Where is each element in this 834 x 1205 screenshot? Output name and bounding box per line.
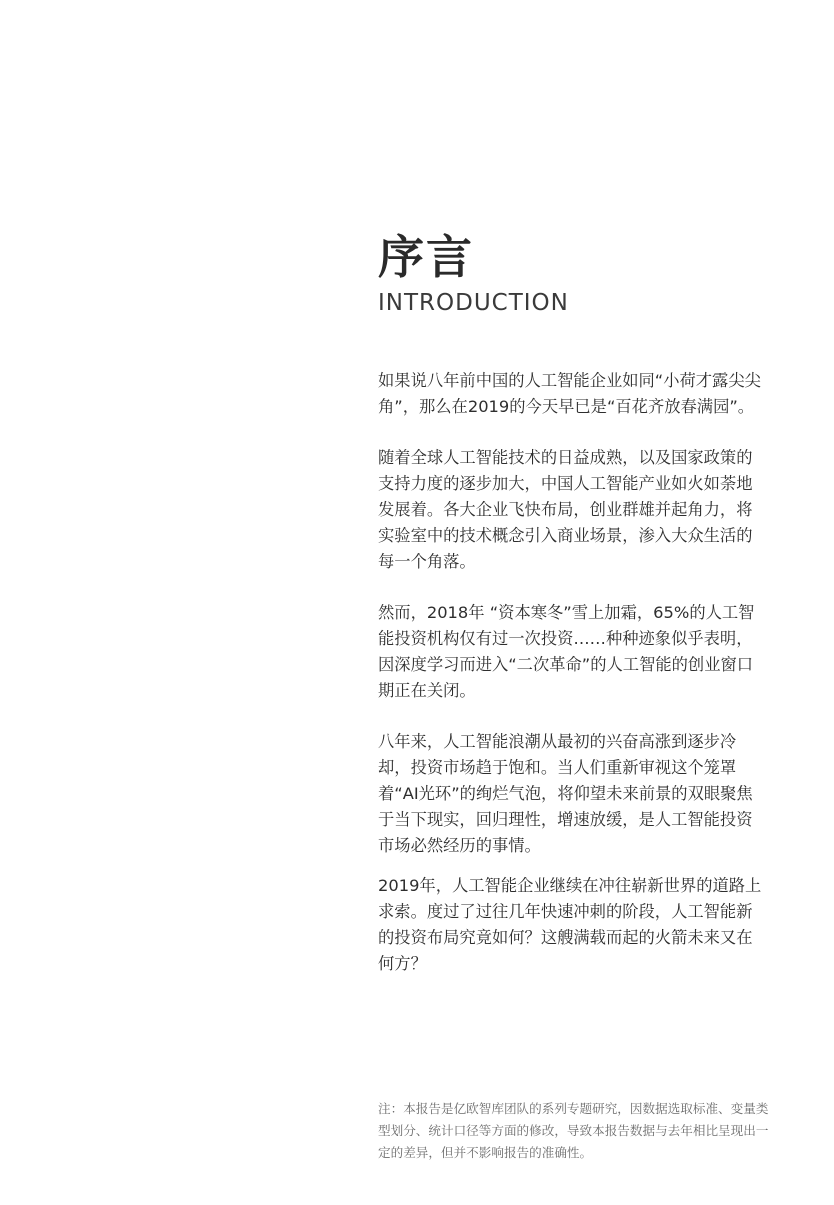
body-text — [378, 368, 768, 977]
footnote: 注：本报告是亿欧智库团队的系列专题研究，因数据选取标准、变量类型划分、统计口径等方面的修改，导致本报告数据与去年相比呈现出一定的差异，但并不影响报告的准确性。 — [378, 1101, 769, 1160]
paragraph-3: 然而，2018年 “资本寒冬”雪上加霜，65%的人工智能投资机构仅有过一次投资……种种迹象似乎表明，因深度学习而进入“二次革命”的人工智能的创业窗口期正在关闭。 — [378, 603, 755, 700]
paragraph-1: 如果说八年前中国的人工智能企业如同“小荷才露尖尖角”，那么在2019的今天早已是“百花齐放春满园”。 — [378, 371, 761, 416]
paragraph-5: 2019年，人工智能企业继续在冲往崭新世界的道路上求索。度过了过往几年快速冲刺的阶段，人工智能新的投资布局究竟如何？这艘满载而起的火箭未来又在何方？ — [378, 876, 762, 973]
page-subtitle: INTRODUCTION — [378, 290, 569, 316]
paragraph-4: 八年来，人工智能浪潮从最初的兴奋高涨到逐步冷却，投资市场趋于饱和。当人们重新审视这个笼罩着“AI光环”的绚烂气泡，将仰望未来前景的双眼聚焦于当下现实，回归理性，增速放缓，是人工智能投资市场必然经历的事情。 — [378, 732, 753, 855]
paragraph-2: 随着全球人工智能技术的日益成熟，以及国家政策的支持力度的逐步加大，中国人工智能产业如火如荼地发展着。各大企业飞快布局，创业群雄并起角力，将实验室中的技术概念引入商业场景，渗入大众生活的每一个角落。 — [378, 448, 753, 571]
page-title: 序言 — [378, 230, 474, 284]
title-block — [378, 228, 798, 318]
